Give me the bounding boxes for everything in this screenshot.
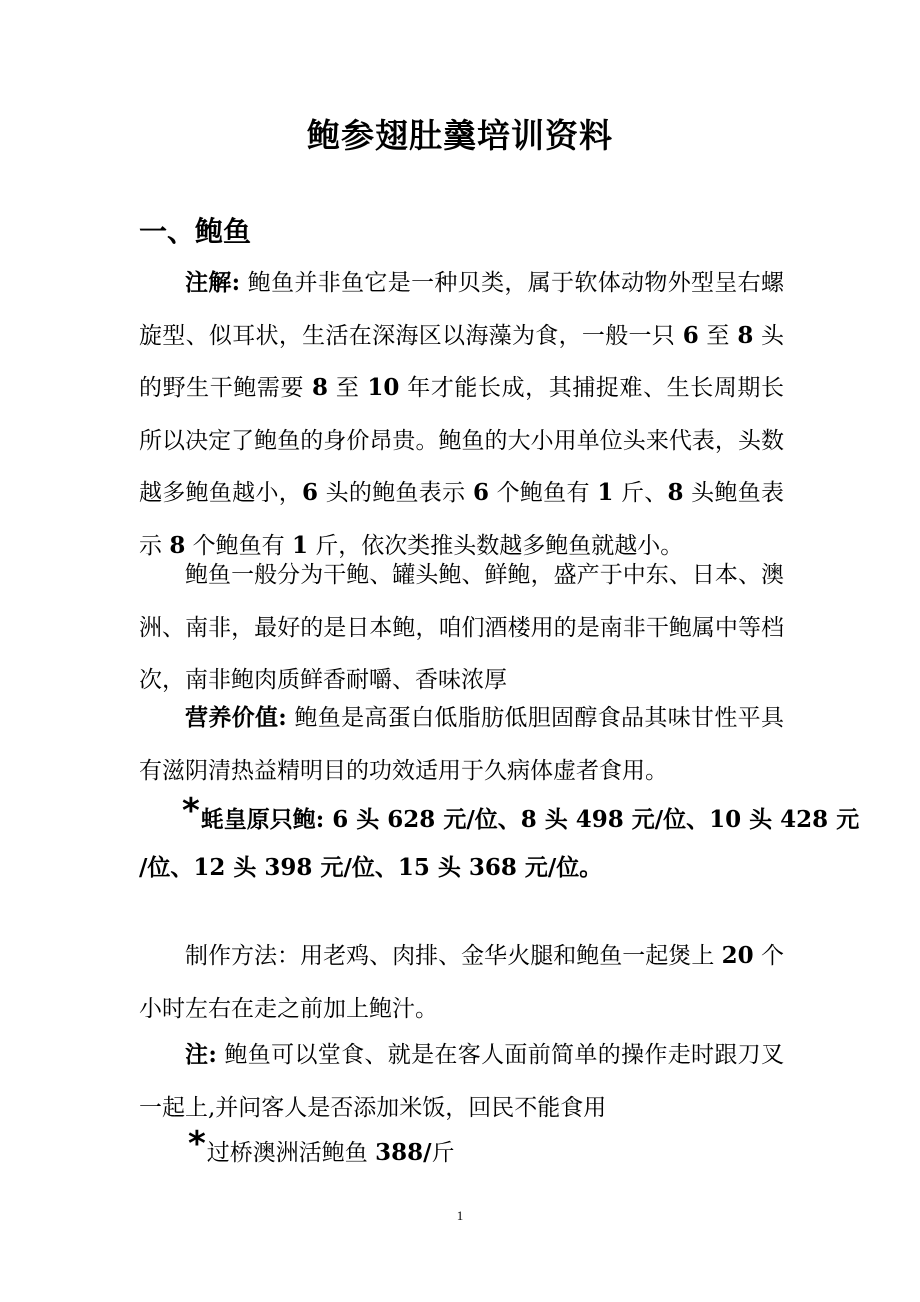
price-line: *蚝皇原只鲍: 6 头 628 元/位、8 头 498 元/位、10 头 428 元 [182,791,860,833]
paragraph-abalone-types: 鲍鱼一般分为干鲍、罐头鲍、鲜鲍，盛产于中东、日本、澳洲、南非，最好的是日本鲍，咱们酒楼用的是南非干鲍属中等档次，南非鲍肉质鲜香耐嚼、香味浓厚 [139,562,784,693]
paragraph-text: 年才能长成，其捕捉难、生长周期长所以决定了鲍鱼的身价昂贵。鲍鱼的大小用单位头来代表，头数越多鲍鱼越小， [139,375,785,506]
paragraph-text: 至 [327,375,368,401]
paragraph-text: 鲍鱼可以堂食、就是在客人面前简单的操作走时跟刀叉一起上,并问客人是否添加米饭，回民不能食用 [139,1042,784,1121]
paragraph-text: 头鲍鱼表示 [139,480,785,559]
number: 1 [291,531,308,559]
number: 1 [597,479,614,506]
paragraph-text: 斤、 [613,480,668,506]
paragraph-text: 制作方法：用老鸡、肉排、金华火腿和鲍鱼一起煲上 [185,943,722,969]
paragraph-text: 个鲍鱼有 [185,532,292,559]
number: 20 [721,942,754,969]
number: 10 [367,374,400,401]
paragraph-serving-note [139,1029,784,1134]
number: 6 [472,479,489,506]
price-unit: 斤 [431,1140,455,1166]
paragraph-lead-label: 注解: [185,269,241,296]
price-list-abalone [139,791,860,892]
paragraph-text: 个鲍鱼有 [488,480,598,506]
paragraph-text: 头的野生干鲍需要 [139,322,785,401]
number: 8 [311,374,328,401]
paragraph-lead-label: 营养价值: [185,704,287,731]
price-value: 388/ [375,1139,432,1166]
paragraph-abalone-intro [139,257,784,572]
price-line: *过桥澳洲活鲍鱼 388/斤 [188,1124,455,1166]
paragraph-preparation [139,930,784,1035]
paragraph-text: 斤，依次类推头数越多鲍鱼就越小。 [307,532,684,559]
paragraph-lead-label: 注: [185,1041,217,1068]
number: 8 [169,531,186,559]
price-line-text: 过桥澳洲活鲍鱼 [206,1140,376,1166]
price-line-continued: /位、12 头 398 元/位、15 头 368 元/位。 [139,854,603,881]
section-heading-abalone: 一、鲍鱼 [139,215,252,248]
number: 8 [737,321,754,349]
number: 6 [302,479,319,506]
paragraph-text: 个小时左右在走之前加上鲍汁。 [139,943,784,1022]
price-line-text: 蚝皇原只鲍: 6 头 628 元/位、8 头 498 元/位、10 头 428 元 [200,806,860,833]
paragraph-text: 鲍鱼是高蛋白低脂肪低胆固醇食品其味甘性平具有滋阴清热益精明目的功效适用于久病体虚者食用。 [139,705,785,784]
paragraph-text: 头的鲍鱼表示 [318,480,473,506]
document-title: 鲍参翅肚羹培训资料 [307,116,613,155]
price-line-live-abalone [139,1124,784,1177]
paragraph-text: 至 [698,322,738,349]
number: 6 [682,321,699,349]
number: 8 [667,479,684,506]
paragraph-text: 鲍鱼并非鱼它是一种贝类，属于软体动物外型呈右螺旋型、似耳状，生活在深海区以海藻为食，一般一只 [139,270,784,349]
paragraph-nutrition [139,692,784,797]
page-number: 1 [456,1208,464,1223]
